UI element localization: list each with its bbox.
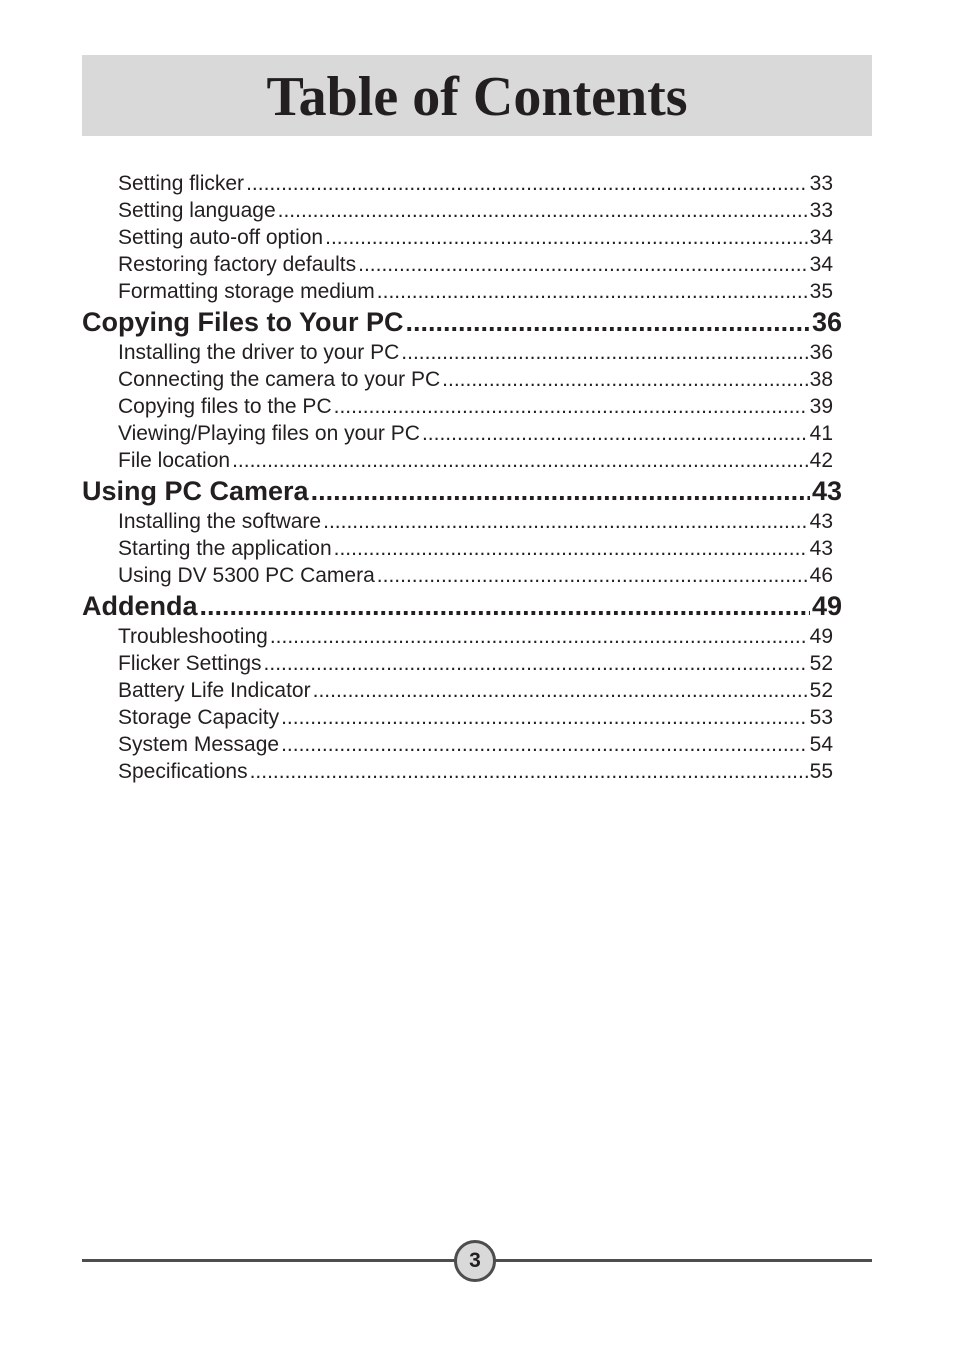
toc-subentry[interactable] [118, 170, 833, 197]
toc-subentry[interactable] [118, 393, 833, 420]
toc-entry-page: 42 [809, 449, 833, 472]
toc-subentry[interactable] [118, 758, 833, 785]
toc-entry-page: 35 [809, 280, 833, 303]
dot-leader [278, 197, 808, 224]
toc-subentry[interactable] [118, 704, 833, 731]
toc-entry-page: 38 [809, 368, 833, 391]
toc-entry-label: Troubleshooting [118, 625, 268, 648]
dot-leader [358, 251, 808, 278]
dot-leader [334, 393, 808, 420]
toc-entry-label: Using DV 5300 PC Camera [118, 564, 375, 587]
toc-entry-page: 52 [809, 652, 833, 675]
title-banner [82, 55, 872, 136]
dot-leader [200, 589, 810, 623]
toc-entry-label: Connecting the camera to your PC [118, 368, 441, 391]
dot-leader [270, 623, 808, 650]
toc-entry-label: Setting auto-off option [118, 226, 324, 249]
toc-entry-label: Storage Capacity [118, 706, 280, 729]
page-title: Table of Contents [266, 65, 688, 128]
toc-subentry[interactable] [118, 224, 833, 251]
dot-leader [232, 447, 808, 474]
toc-entry-label: Copying Files to Your PC [82, 307, 404, 337]
toc-subentry[interactable] [118, 420, 833, 447]
toc-entry-label: Flicker Settings [118, 652, 262, 675]
toc-entry-page: 34 [809, 226, 833, 249]
toc-entry-label: Specifications [118, 760, 248, 783]
toc-subentry[interactable] [118, 366, 833, 393]
dot-leader [422, 420, 808, 447]
toc-subentry[interactable] [118, 535, 833, 562]
toc-entry-label: Addenda [82, 591, 198, 621]
toc-entry-label: Using PC Camera [82, 476, 309, 506]
toc-subentry[interactable] [118, 508, 833, 535]
toc-section-entry[interactable] [82, 474, 842, 508]
dot-leader [311, 474, 810, 508]
dot-leader [264, 650, 808, 677]
toc-subentry[interactable] [118, 562, 833, 589]
dot-leader [377, 278, 808, 305]
toc-entry-label: Viewing/Playing files on your PC [118, 422, 420, 445]
toc-entry-page: 36 [809, 341, 833, 364]
dot-leader [281, 731, 808, 758]
toc-subentry[interactable] [118, 251, 833, 278]
toc-entry-page: 53 [809, 706, 833, 729]
toc-entry-page: 36 [811, 307, 842, 337]
toc-subentry[interactable] [118, 339, 833, 366]
dot-leader [406, 305, 810, 339]
toc-entry-page: 52 [809, 679, 833, 702]
toc-entry-page: 49 [811, 591, 842, 621]
toc-subentry[interactable] [118, 447, 833, 474]
toc-entry-label: Battery Life Indicator [118, 679, 311, 702]
toc-entry-label: Restoring factory defaults [118, 253, 357, 276]
toc-entry-page: 55 [809, 760, 833, 783]
toc-entry-label: Copying files to the PC [118, 395, 332, 418]
toc-entry-label: Installing the software [118, 510, 322, 533]
toc-subentry[interactable] [118, 197, 833, 224]
dot-leader [246, 170, 808, 197]
toc-entry-page: 41 [809, 422, 833, 445]
dot-leader [313, 677, 808, 704]
toc-section-entry[interactable] [82, 305, 842, 339]
toc-entry-page: 33 [809, 199, 833, 222]
dot-leader [323, 508, 808, 535]
toc-entry-page: 34 [809, 253, 833, 276]
toc-entry-page: 43 [809, 537, 833, 560]
toc-entry-label: System Message [118, 733, 280, 756]
toc-subentry[interactable] [118, 731, 833, 758]
toc-entry-page: 49 [809, 625, 833, 648]
toc-entry-label: Installing the driver to your PC [118, 341, 400, 364]
toc-entry-label: Setting language [118, 199, 276, 222]
toc-entry-label: Setting flicker [118, 172, 245, 195]
dot-leader [401, 339, 807, 366]
toc-subentry[interactable] [118, 650, 833, 677]
toc-subentry[interactable] [118, 677, 833, 704]
dot-leader [442, 366, 807, 393]
toc-section-entry[interactable] [82, 589, 842, 623]
table-of-contents [82, 170, 842, 785]
dot-leader [325, 224, 808, 251]
toc-entry-label: Formatting storage medium [118, 280, 375, 303]
toc-entry-label: Starting the application [118, 537, 332, 560]
toc-entry-page: 43 [809, 510, 833, 533]
toc-subentry[interactable] [118, 278, 833, 305]
toc-entry-label: File location [118, 449, 231, 472]
toc-entry-page: 33 [809, 172, 833, 195]
page-number-badge: 3 [454, 1240, 496, 1282]
toc-entry-page: 39 [809, 395, 833, 418]
toc-subentry[interactable] [118, 623, 833, 650]
dot-leader [281, 704, 808, 731]
dot-leader [334, 535, 808, 562]
toc-entry-page: 54 [809, 733, 833, 756]
toc-entry-page: 43 [811, 476, 842, 506]
toc-entry-page: 46 [809, 564, 833, 587]
dot-leader [377, 562, 808, 589]
dot-leader [250, 758, 808, 785]
